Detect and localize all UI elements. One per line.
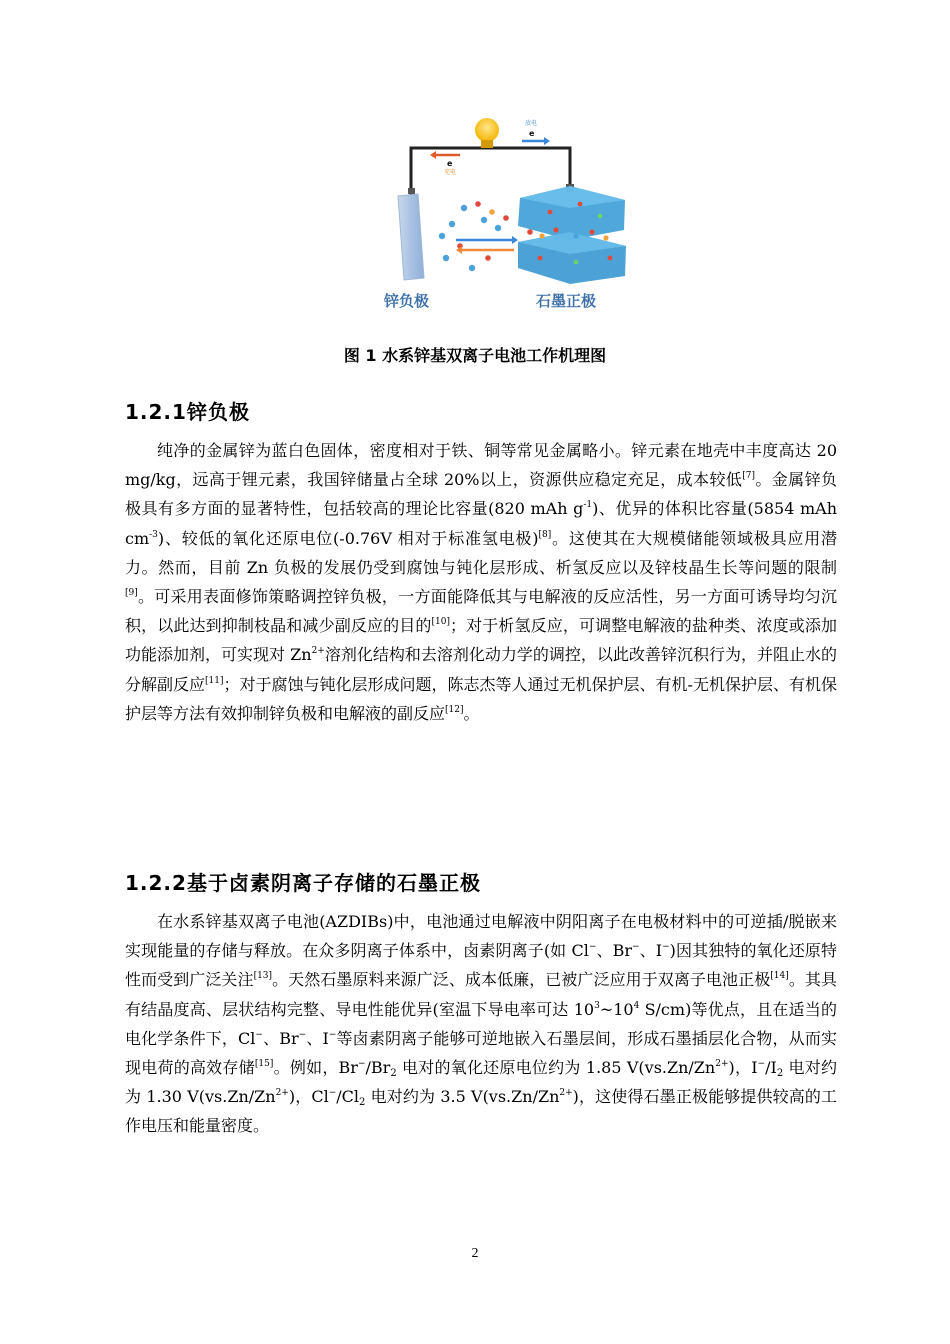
section-number: 1.2.1 <box>125 400 187 424</box>
section-title: 基于卤素阴离子存储的石墨正极 <box>187 871 481 895</box>
paragraph-graphite-cathode: 在水系锌基双离子电池(AZDIBs)中，电池通过电解液中阴阳离子在电极材料中的可逆插/脱嵌来实现能量的存储与释放。在众多阴离子体系中，卤素阴离子(如 Cl−、Br−、I−)因其独特的氧化还原特性而受到广泛关注[13]。天然石墨原料来源广泛、成本低廉，已被广泛应用于双离子电池正极[14]。其具有结晶度高、层状结构完整、导电性能优异(室温下导电率可达 $10^3\sim 10^4$ S/cm)等优点，且在适当的电化学条件下，Cl−、Br−、I−等卤素阴离子能够可逆地嵌入石墨层间，形成石墨插层化合物，从而实现电荷的高效存储[15]。例如，$Br^-/Br_2$ 电对的氧化还原电位约为 1.85 $V(vs.Zn/Zn^{2+})$，$I^-/I_2$ 电对约为 1.30 $V(vs.Zn/Zn^{2+})$，$Cl^-/Cl_2$ 电对约为 3.5 $V(vs.Zn/Zn^{2+})$，这使得石墨正极能够提供较高的工作电压和能量密度。 <box>125 912 838 1136</box>
electron-top-label: e <box>529 129 535 138</box>
battery-diagram <box>380 108 630 314</box>
graphite-cathode-label: 石墨正极 <box>536 292 597 310</box>
section-title: 锌负极 <box>187 400 250 424</box>
figure-caption: 图 1 水系锌基双离子电池工作机理图 <box>343 346 607 365</box>
discharge-label: 放电 <box>525 120 538 127</box>
battery-mechanism-figure <box>380 108 630 314</box>
zinc-anode-plate <box>398 194 424 280</box>
zinc-anode-label: 锌负极 <box>384 292 430 310</box>
section-number: 1.2.2 <box>125 871 187 895</box>
light-bulb-icon <box>475 118 499 148</box>
section-heading-1-2-2 <box>125 867 481 896</box>
electron-left-label: e <box>447 159 453 168</box>
page-number: 2 <box>471 1246 479 1261</box>
paragraph-zinc-anode: 纯净的金属锌为蓝白色固体，密度相对于铁、铜等常见金属略小。锌元素在地壳中丰度高达 20 mg/kg，远高于锂元素，我国锌储量占全球 20%以上，资源供应稳定充足，成本较低[7]。金属锌负极具有多方面的显著特性，包括较高的理论比容量(820 mAh $g^{-1}$)、优异的体积比容量(5854 mAh $cm^{-3}$)、较低的氧化还原电位(-0.76V 相对于标准氢电极)[8]。这使其在大规模储能领域极具应用潜力。然而，目前 Zn 负极的发展仍受到腐蚀与钝化层形成、析氢反应以及锌枝晶生长等问题的限制[9]。可采用表面修饰策略调控锌负极，一方面能降低其与电解液的反应活性，另一方面可诱导均匀沉积，以此达到抑制枝晶和减少副反应的目的[10]；对于析氢反应，可调整电解液的盐种类、浓度或添加功能添加剂，可实现对 $Zn^{2+}$溶剂化结构和去溶剂化动力学的调控，以此改善锌沉积行为，并阻止水的分解副反应[11]；对于腐蚀与钝化层形成问题，陈志杰等人通过无机保护层、有机-无机保护层、有机保护层等方法有效抑制锌负极和电解液的副反应[12]。 <box>125 441 837 723</box>
graphite-cathode <box>518 184 626 284</box>
section-heading-1-2-1 <box>125 396 250 425</box>
charge-label: 充电 <box>444 169 457 176</box>
